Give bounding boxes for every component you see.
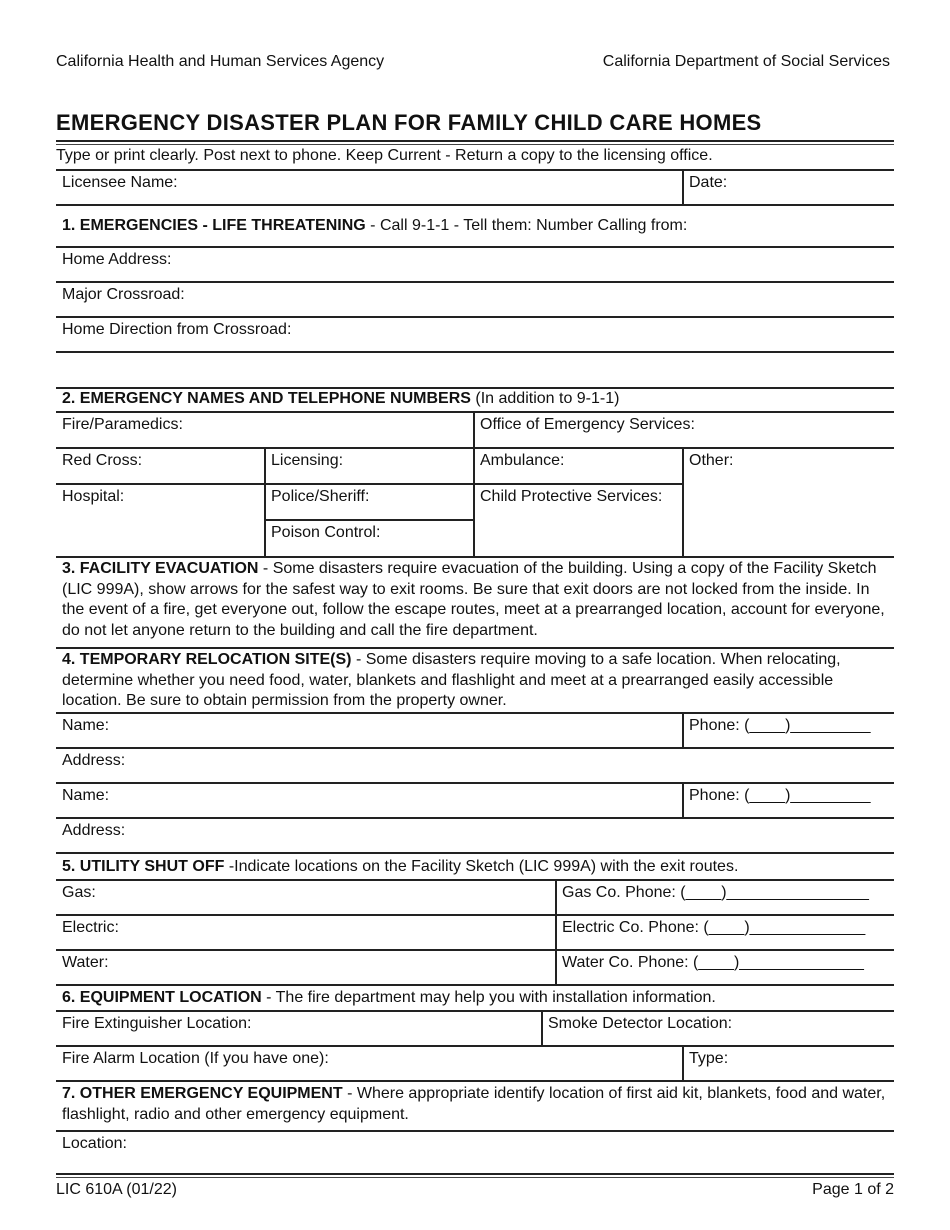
major-crossroad-field[interactable]: Major Crossroad:: [62, 286, 185, 303]
title-rule-thin: [56, 144, 894, 145]
divider: [56, 712, 894, 714]
divider: [56, 747, 894, 749]
relocation-name-2-field[interactable]: Name:: [62, 787, 110, 804]
divider: [56, 483, 682, 485]
date-field[interactable]: Date:: [689, 174, 728, 191]
section-2-heading: [62, 389, 619, 409]
fire-alarm-field[interactable]: Fire Alarm Location (If you have one):: [62, 1050, 329, 1067]
divider: [56, 1010, 894, 1012]
section-5-title: 5. UTILITY SHUT OFF: [62, 858, 225, 875]
title-rule: [56, 140, 894, 142]
divider: [56, 1130, 894, 1132]
relocation-phone-2-field[interactable]: Phone: (____)_________: [689, 787, 871, 804]
alarm-type-field[interactable]: Type:: [689, 1050, 729, 1067]
section-1-text: - Call 9-1-1 - Tell them: Number Calling from:: [365, 217, 688, 234]
section-1-title: 1. EMERGENCIES - LIFE THREATENING: [62, 217, 366, 234]
divider-v: [682, 447, 684, 556]
divider-v: [555, 879, 557, 984]
fire-extinguisher-field[interactable]: Fire Extinguisher Location:: [62, 1015, 252, 1032]
section-6-heading: [62, 988, 716, 1008]
hospital-field[interactable]: Hospital:: [62, 488, 125, 505]
relocation-name-1-field[interactable]: Name:: [62, 717, 110, 734]
divider: [56, 169, 894, 171]
section-2-title: 2. EMERGENCY NAMES AND TELEPHONE NUMBERS: [62, 390, 471, 407]
section-6-title: 6. EQUIPMENT LOCATION: [62, 989, 262, 1006]
section-2-text: (In addition to 9-1-1): [470, 390, 620, 407]
instructions: Type or print clearly. Post next to phone. Keep Current - Return a copy to the licensing office.: [56, 147, 713, 164]
section-5-heading: [62, 857, 738, 877]
divider: [56, 914, 894, 916]
divider-v: [541, 1010, 543, 1045]
divider: [56, 204, 894, 206]
section-6-text: - The fire department may help you with installation information.: [261, 989, 716, 1006]
section-5-text: -Indicate locations on the Facility Sketch (LIC 999A) with the exit routes.: [224, 858, 739, 875]
divider: [56, 782, 894, 784]
divider: [56, 281, 894, 283]
electric-phone-field[interactable]: Electric Co. Phone: (____)_____________: [562, 919, 866, 936]
divider: [264, 519, 473, 521]
red-cross-field[interactable]: Red Cross:: [62, 452, 143, 469]
equipment-location-field[interactable]: Location:: [62, 1135, 127, 1152]
section-1-heading: [62, 216, 687, 236]
section-3-body: - Some disasters require evacuation of the building. Using a copy of the Facility Sketch (LIC 999A), show arrows for the safest way to exit rooms. Be sure that exit doors are not locked from the inside. In the event of a fire, get everyone out, follow the escape routes, meet at a prearranged location, account for everyone, do not let anyone return to the building and call the fire department.: [62, 560, 885, 639]
smoke-detector-field[interactable]: Smoke Detector Location:: [548, 1015, 733, 1032]
divider: [56, 447, 894, 449]
gas-field[interactable]: Gas:: [62, 884, 96, 901]
relocation-address-2-field[interactable]: Address:: [62, 822, 126, 839]
water-field[interactable]: Water:: [62, 954, 109, 971]
other-field[interactable]: Other:: [689, 452, 734, 469]
home-direction-field[interactable]: Home Direction from Crossroad:: [62, 321, 292, 338]
divider: [56, 1045, 894, 1047]
ambulance-field[interactable]: Ambulance:: [480, 452, 565, 469]
divider: [56, 316, 894, 318]
divider-v: [682, 712, 684, 747]
section-4-body: - Some disasters require moving to a safe location. When relocating, determine whether you need food, water, blankets and flashlight and meet at a prearranged easily accessible location. Be sure to obtain permission from the property owner.: [62, 651, 841, 709]
divider: [56, 351, 894, 353]
section-3-title: 3. FACILITY EVACUATION: [62, 560, 259, 577]
agency-right: California Department of Social Services: [602, 53, 890, 70]
section-7-body: - Where appropriate identify location of first aid kit, blankets, food and water, flashlight, radio and other emergency equipment.: [62, 1085, 886, 1123]
divider: [56, 984, 894, 986]
divider-v: [682, 169, 684, 204]
water-phone-field[interactable]: Water Co. Phone: (____)______________: [562, 954, 864, 971]
police-sheriff-field[interactable]: Police/Sheriff:: [271, 488, 370, 505]
home-address-field[interactable]: Home Address:: [62, 251, 172, 268]
licensee-name-field[interactable]: Licensee Name:: [62, 174, 178, 191]
form-id: LIC 610A (01/22): [56, 1181, 177, 1198]
relocation-address-1-field[interactable]: Address:: [62, 752, 126, 769]
divider: [56, 1080, 894, 1082]
section-7-title: 7. OTHER EMERGENCY EQUIPMENT: [62, 1085, 343, 1102]
divider: [56, 411, 894, 413]
section-4-title: 4. TEMPORARY RELOCATION SITE(S): [62, 651, 352, 668]
licensing-field[interactable]: Licensing:: [271, 452, 344, 469]
divider-v: [264, 447, 266, 556]
page-title: EMERGENCY DISASTER PLAN FOR FAMILY CHILD CARE HOMES: [56, 110, 762, 135]
section-3-text: [62, 559, 888, 641]
divider: [56, 246, 894, 248]
section-4-text: [62, 650, 888, 712]
footer-rule: [56, 1173, 894, 1175]
section-7-text: [62, 1084, 888, 1125]
divider: [56, 879, 894, 881]
divider: [56, 556, 894, 558]
gas-phone-field[interactable]: Gas Co. Phone: (____)________________: [562, 884, 869, 901]
oes-field[interactable]: Office of Emergency Services:: [480, 416, 695, 433]
divider-v: [682, 1045, 684, 1080]
agency-left: California Health and Human Services Agency: [56, 53, 385, 70]
divider: [56, 949, 894, 951]
divider: [56, 647, 894, 649]
divider: [56, 852, 894, 854]
electric-field[interactable]: Electric:: [62, 919, 119, 936]
fire-paramedics-field[interactable]: Fire/Paramedics:: [62, 416, 183, 433]
relocation-phone-1-field[interactable]: Phone: (____)_________: [689, 717, 871, 734]
poison-control-field[interactable]: Poison Control:: [271, 524, 381, 541]
footer-rule-thin: [56, 1177, 894, 1178]
divider: [56, 817, 894, 819]
page-number: Page 1 of 2: [812, 1181, 894, 1198]
cps-field[interactable]: Child Protective Services:: [480, 488, 663, 505]
divider-v: [682, 782, 684, 817]
